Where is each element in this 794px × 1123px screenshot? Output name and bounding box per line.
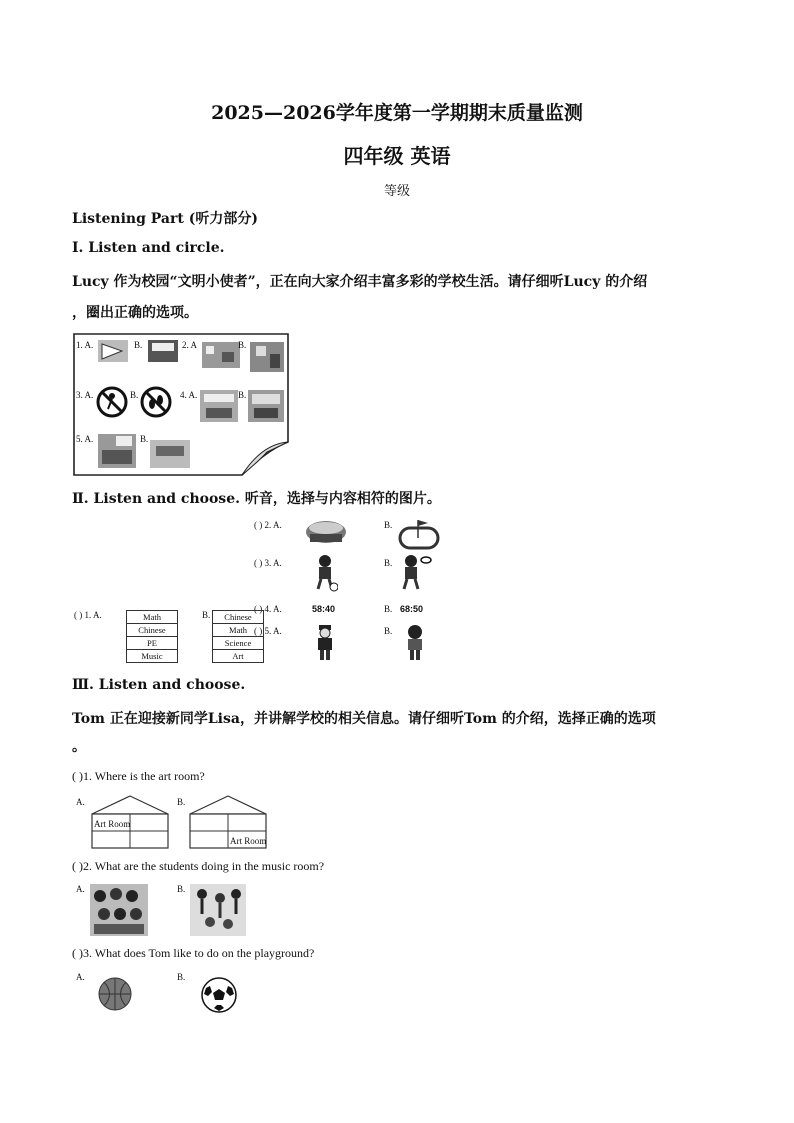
boy-student-icon: [402, 624, 428, 662]
house-a-picture: [90, 794, 170, 850]
s2-q3-label: ( ) 3. A.: [254, 558, 282, 568]
s3-q2-option-b: B.: [177, 884, 186, 894]
subject-cell: Math: [213, 624, 264, 637]
s3-q1-option-b: B.: [177, 797, 186, 807]
section1-picture-card: [72, 332, 290, 477]
subject-cell: Chinese: [213, 611, 264, 624]
section1-instruction-line2: ，圈出正确的选项。: [72, 305, 198, 321]
subject-cell: Art: [213, 650, 264, 663]
subject-cell: Chinese: [127, 624, 178, 637]
s1-label-2a: 2. A: [182, 340, 198, 350]
s1-label-4a: 4. A.: [180, 390, 198, 400]
s1-label-5b: B.: [140, 434, 149, 444]
art-room-label-b: Art Room: [230, 836, 267, 846]
s2-q5-label: ( ) 5. A.: [254, 626, 282, 636]
s3-question-2: ( )2. What are the students doing in the music room?: [72, 859, 325, 873]
exam-subtitle: 四年级 英语: [343, 144, 451, 168]
section3-instruction-line2: 。: [72, 739, 86, 755]
s2-q2-label: ( ) 2. A.: [254, 520, 282, 530]
s3-question-3: ( )3. What does Tom like to do on the playground?: [72, 946, 315, 960]
s3-q3-option-b: B.: [177, 972, 186, 982]
s1-label-4b: B.: [238, 390, 247, 400]
students-dancing-picture: [190, 884, 246, 936]
s3-q2-option-a: A.: [76, 884, 85, 894]
s3-question-1: ( )1. Where is the art room?: [72, 769, 205, 783]
basketball-icon: [97, 976, 133, 1012]
house-b-picture: [188, 794, 268, 850]
art-room-label-a: Art Room: [94, 819, 131, 829]
stadium-icon: [304, 518, 348, 546]
football-icon: [200, 976, 238, 1014]
section1-instruction-line1: Lucy 作为校园“文明小使者”，正在向大家介绍丰富多彩的学校生活。请仔细听Lucy 的介绍: [72, 274, 648, 290]
section3-heading: Ⅲ. Listen and choose.: [72, 677, 246, 693]
s2-q4-b-time: 68:50: [400, 604, 424, 614]
s1-label-1b: B.: [134, 340, 143, 350]
policeman-icon: [312, 624, 338, 662]
s1-label-3b: B.: [130, 390, 139, 400]
exam-title: 2025—2026学年度第一学期期末质量监测: [211, 102, 583, 124]
listening-part-heading: Listening Part (听力部分): [72, 211, 258, 227]
s3-q3-option-a: A.: [76, 972, 85, 982]
subject-cell: Science: [213, 637, 264, 650]
boy-basketball-icon: [398, 554, 432, 592]
s1-label-3a: 3. A.: [76, 390, 94, 400]
s2-q4-a-time: 58:40: [312, 604, 336, 614]
section2-heading: Ⅱ. Listen and choose. 听音，选择与内容相符的图片。: [72, 491, 441, 507]
section3-instruction-line1: Tom 正在迎接新同学Lisa，并讲解学校的相关信息。请仔细听Tom 的介绍，选择正确的选项: [72, 711, 656, 727]
subject-cell: PE: [127, 637, 178, 650]
s2-q5-b-label: B.: [384, 626, 393, 636]
s2-q1-b-timetable: [212, 610, 264, 663]
s1-label-5a: 5. A.: [76, 434, 94, 444]
s1-label-2b: B.: [238, 340, 247, 350]
s2-q4-label: ( ) 4. A.: [254, 604, 282, 614]
s2-q1-a-timetable: [126, 610, 178, 663]
section2-picture-area: [72, 514, 444, 666]
s2-q1-b-label: B.: [202, 610, 211, 620]
section1-heading: Ⅰ. Listen and circle.: [72, 240, 225, 256]
subject-cell: Math: [127, 611, 178, 624]
boy-football-icon: [312, 554, 338, 592]
grade-label: 等级: [383, 184, 410, 199]
s2-q1-label: ( ) 1. A.: [74, 610, 102, 620]
s2-q4-b-label: B.: [384, 604, 393, 614]
s2-q3-b-label: B.: [384, 558, 393, 568]
s1-label-1a: 1. A.: [76, 340, 94, 350]
running-track-icon: [398, 518, 440, 550]
students-singing-picture: [90, 884, 148, 936]
s3-q1-option-a: A.: [76, 797, 85, 807]
s2-q2-b-label: B.: [384, 520, 393, 530]
subject-cell: Music: [127, 650, 178, 663]
